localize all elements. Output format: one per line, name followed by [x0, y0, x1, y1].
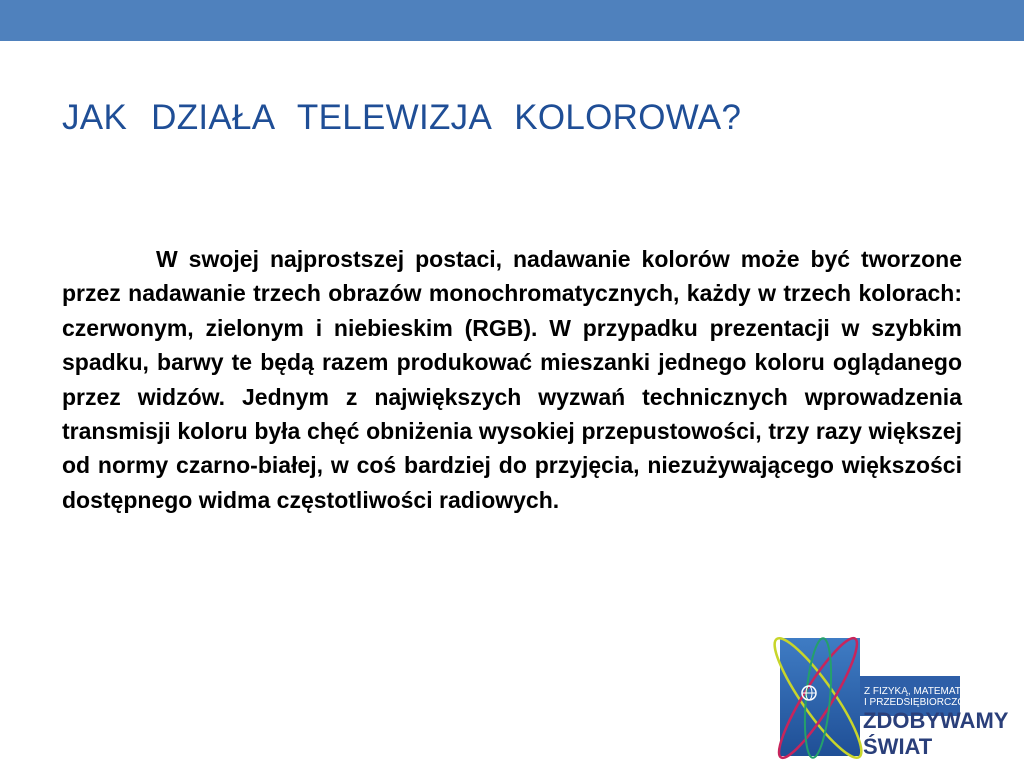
- slide-body-text: W swojej najprostszej postaci, nadawanie kolorów może być tworzone przez nadawanie trzech obrazów monochromatycznych, każdy w trzech kolorach: czerwonym, zielonym i niebieskim (RGB). W przypadku prezentacji w szybkim spadku, barwy te będą razem produkować mieszanki jednego koloru oglądanego przez widzów. Jednym z największych wyzwań technicznych wprowadzenia transmisji koloru była chęć obniżenia wysokiej przepustowości, trzy razy większej od normy czarno-białej, w coś bardziej do przyjęcia, niezużywającego większości dostępnego widma częstotliwości radiowych.: [62, 246, 962, 513]
- logo-panel: [780, 638, 860, 756]
- logo-wordmark-2: ŚWIAT: [863, 734, 933, 759]
- slide-title: JAK DZIAŁA TELEWIZJA KOLOROWA?: [62, 98, 742, 137]
- logo-wordmark-1: ZDOBYWAMY: [863, 708, 1009, 733]
- project-logo: [772, 624, 1024, 768]
- logo-tagline-2: I PRZEDSIĘBIORCZOŚCIĄ: [864, 697, 989, 708]
- header-band: [0, 0, 1024, 41]
- logo-tagline-1: Z FIZYKĄ, MATEMATYKĄ: [864, 686, 981, 697]
